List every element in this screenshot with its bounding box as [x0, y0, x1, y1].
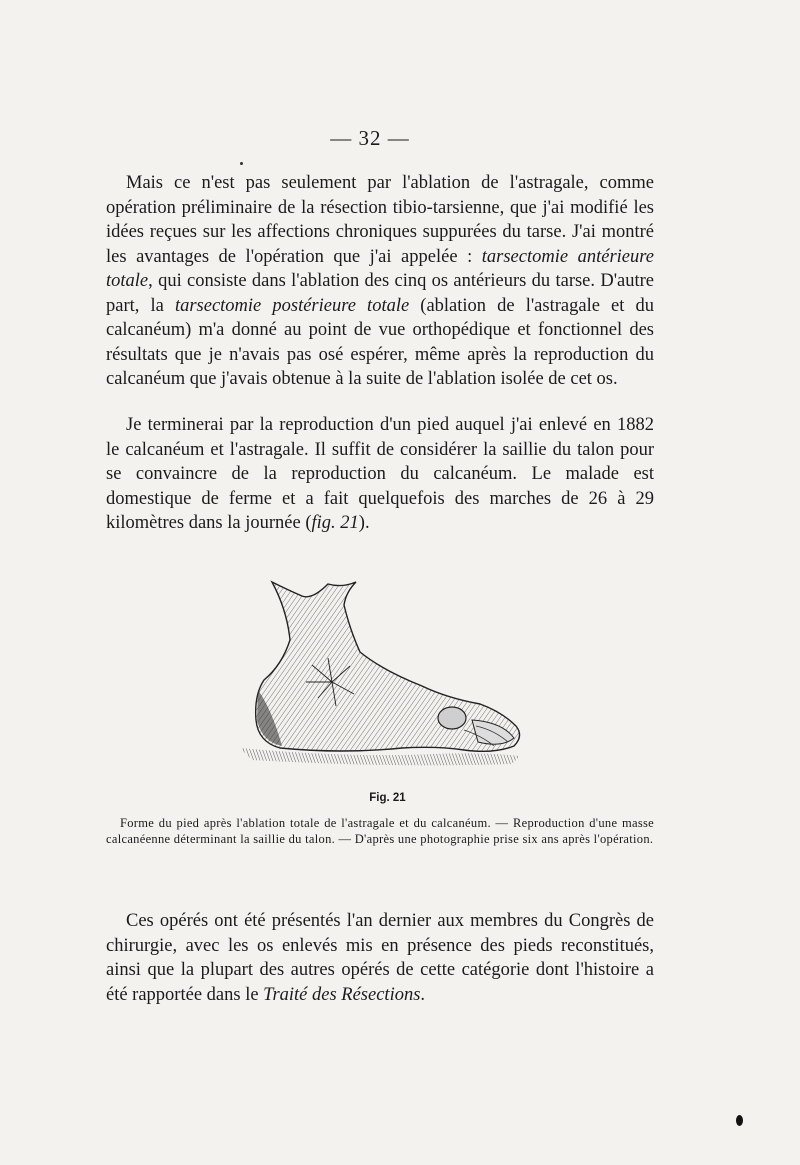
- paragraph-2-segment: ).: [358, 513, 370, 533]
- paragraph-3-segment: Ces opérés ont été présentés l'an dernier aux membres du Congrès de chirurgie, avec les os enlevés mis en présence des pieds reconstitués, ainsi que la plupart des autres opérés de cette catégorie dont l'histoire a été rapportée dans le: [106, 911, 654, 1005]
- ink-dot: [736, 1115, 743, 1126]
- figure-caption-text: Forme du pied après l'ablation totale de l'astragale et du calcanéum. — Reproduction d'une masse calcanéenne déterminant la saillie du talon. — D'après une photographie prise six ans après l'opération.: [106, 816, 654, 846]
- paragraph-3: [106, 909, 654, 1007]
- paragraph-2-italic: fig. 21: [311, 513, 359, 533]
- paragraph-1: [106, 171, 654, 392]
- paragraph-3-italic: Traité des Résections: [263, 984, 421, 1005]
- paragraph-1-text: [106, 171, 654, 392]
- paragraph-3-segment: .: [420, 984, 426, 1005]
- foot-illustration: [232, 570, 532, 785]
- ink-speck: [240, 162, 243, 165]
- page-number: — 32 —: [330, 126, 410, 150]
- paragraph-1-segment: , qui consiste dans l'ablation des cinq os antérieurs du tarse. D'autre part, la: [106, 271, 654, 316]
- paragraph-2: [106, 413, 654, 536]
- paragraph-2-text: [106, 413, 654, 536]
- figure-label: Fig. 21: [369, 792, 406, 804]
- paragraph-1-italic: tarsectomie antérieure totale: [106, 246, 654, 291]
- paragraph-1-segment: (ablation de l'astragale et du calcanéum) m'a donné au point de vue orthopédique et fonctionnel des résultats que je n'avais pas osé espérer, même après la reproduction du calcanéum que j'avais obtenue à la suite de l'ablation isolée de cet os.: [106, 295, 654, 389]
- figure-caption: [106, 815, 654, 847]
- paragraph-1-segment: Mais ce n'est pas seulement par l'ablation de l'astragale, comme opération préliminaire de la résection tibio-tarsienne, que j'ai modifié les idées reçues sur les affections chroniques suppurées du tarse. J'ai montré les avantages de l'opération que j'ai appelée :: [106, 173, 654, 267]
- paragraph-2-segment: Je terminerai par la reproduction d'un pied auquel j'ai enlevé en 1882 le calcanéum et l'astragale. Il suffit de considérer la saillie du talon pour se convaincre de la reproduction du calcanéum. Le malade est domestique de ferme et a fait quelquefois des marches de 26 à 29 kilomètres dans la journée (: [106, 415, 654, 533]
- paragraph-1-italic: tarsectomie postérieure totale: [174, 295, 410, 316]
- big-toe: [438, 707, 466, 729]
- paragraph-3-text: [106, 909, 654, 1007]
